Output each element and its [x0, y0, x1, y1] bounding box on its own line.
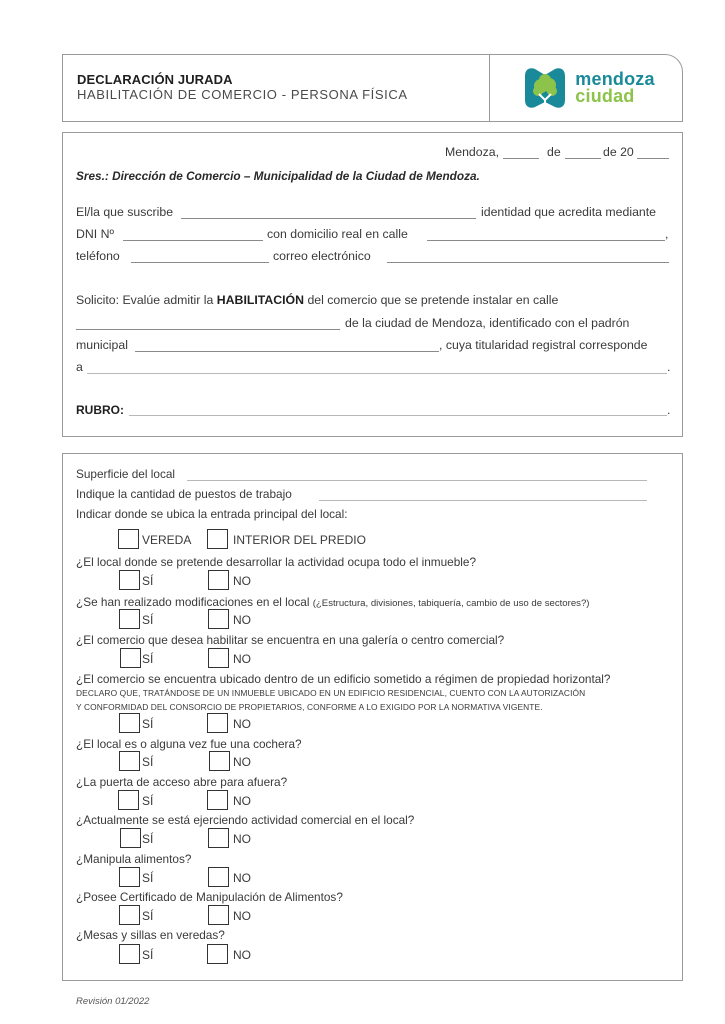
solicito-prefix: Solicito: Evalúe admitir la [76, 293, 214, 307]
titular-period: . [667, 360, 671, 374]
q5-no-checkbox[interactable] [209, 751, 230, 771]
applicant-section [62, 132, 683, 437]
date-day-field[interactable] [503, 158, 539, 159]
form-title: DECLARACIÓN JURADA [77, 72, 233, 87]
q1-yes-label: SÍ [142, 574, 154, 588]
vereda-checkbox[interactable] [118, 529, 139, 549]
form-subtitle: HABILITACIÓN DE COMERCIO - PERSONA FÍSICA [77, 87, 408, 102]
domicilio-comma: , [665, 227, 669, 241]
q9-no-label: NO [233, 909, 251, 923]
suscribe-name-field[interactable] [181, 218, 476, 219]
q3-no-label: NO [233, 652, 251, 666]
solicito-bold: HABILITACIÓN [216, 293, 305, 307]
rubro-field[interactable] [129, 415, 667, 416]
date-de-label-1: de [547, 145, 561, 159]
q7-yes-label: SÍ [142, 832, 154, 846]
question-1: ¿El local donde se pretende desarrollar la actividad ocupa todo el inmueble? [76, 555, 477, 569]
q7-no-checkbox[interactable] [208, 828, 229, 848]
q3-yes-checkbox[interactable] [120, 648, 141, 668]
correo-field[interactable] [387, 262, 669, 263]
q6-no-checkbox[interactable] [207, 790, 228, 810]
padron-municipal-field[interactable] [135, 351, 439, 352]
q9-no-checkbox[interactable] [208, 905, 229, 925]
date-year-field[interactable] [637, 158, 669, 159]
telefono-field[interactable] [131, 262, 269, 263]
q6-yes-checkbox[interactable] [118, 790, 139, 810]
declaration-line-2: Y CONFORMIDAD DEL CONSORCIO DE PROPIETARIOS, CONFORME A LO EXIGIDO POR LA NORMATIVA VIGENTE. [76, 702, 543, 712]
suscribe-label: El/la que suscribe [76, 205, 174, 219]
addressee-line: Sres.: Dirección de Comercio – Municipalidad de la Ciudad de Mendoza. [76, 169, 480, 183]
question-9: ¿Posee Certificado de Manipulación de Alimentos? [76, 890, 343, 904]
revision-label: Revisión 01/2022 [76, 996, 150, 1007]
dni-label: DNI Nº [76, 227, 114, 241]
ciudad-text: de la ciudad de Mendoza, identificado con el padrón [345, 316, 630, 330]
logo-text [575, 71, 654, 105]
question-5: ¿El local es o alguna vez fue una cochera? [76, 737, 302, 751]
entrada-label: Indicar donde se ubica la entrada principal del local: [76, 507, 348, 521]
domicilio-label: con domicilio real en calle [267, 227, 408, 241]
q1-no-label: NO [233, 574, 251, 588]
dni-field[interactable] [123, 240, 263, 241]
q9-yes-checkbox[interactable] [119, 905, 140, 925]
q2-no-label: NO [233, 613, 251, 627]
question-2-note: (¿Estructura, divisiones, tabiquería, cambio de uso de sectores?) [312, 598, 590, 609]
q2-no-checkbox[interactable] [208, 609, 229, 629]
calle-comercio-field[interactable] [76, 329, 340, 330]
municipal-label: municipal [76, 338, 128, 352]
q6-no-label: NO [233, 794, 251, 808]
date-month-field[interactable] [565, 158, 601, 159]
q3-no-checkbox[interactable] [208, 648, 229, 668]
domicilio-field[interactable] [427, 240, 665, 241]
titular-registral-field[interactable] [87, 373, 667, 374]
a-label: a [76, 360, 83, 374]
q4-no-checkbox[interactable] [207, 713, 228, 733]
header-box [62, 54, 683, 122]
q7-yes-checkbox[interactable] [120, 828, 141, 848]
date-city-label: Mendoza, [445, 145, 500, 159]
declaration-line-1: DECLARO QUE, TRATÁNDOSE DE UN INMUEBLE UBICADO EN UN EDIFICIO RESIDENCIAL, CUENTO CON LA AUTORIZACIÓN [76, 688, 586, 698]
q6-yes-label: SÍ [142, 794, 154, 808]
q1-yes-checkbox[interactable] [119, 570, 140, 590]
logo-text-ciudad: ciudad [575, 86, 635, 106]
vereda-label: VEREDA [142, 533, 192, 547]
question-10: ¿Mesas y sillas en veredas? [76, 928, 225, 942]
question-6: ¿La puerta de acceso abre para afuera? [76, 775, 288, 789]
q8-no-checkbox[interactable] [208, 867, 229, 887]
solicito-text [76, 293, 558, 307]
q8-no-label: NO [233, 871, 251, 885]
q7-no-label: NO [233, 832, 251, 846]
header-title-block [63, 55, 490, 121]
q4-yes-checkbox[interactable] [119, 713, 140, 733]
correo-label: correo electrónico [273, 249, 371, 263]
identidad-label: identidad que acredita mediante [481, 205, 657, 219]
question-2-text: ¿Se han realizado modificaciones en el local [76, 595, 310, 609]
q5-yes-checkbox[interactable] [119, 751, 140, 771]
q1-no-checkbox[interactable] [208, 570, 229, 590]
question-4: ¿El comercio se encuentra ubicado dentro de un edificio sometido a régimen de propiedad horizontal? [76, 672, 611, 686]
q2-yes-label: SÍ [142, 613, 154, 627]
q5-yes-label: SÍ [142, 755, 154, 769]
q3-yes-label: SÍ [142, 652, 154, 666]
q10-yes-checkbox[interactable] [119, 944, 140, 964]
rubro-period: . [667, 403, 671, 417]
superficie-field[interactable] [187, 480, 647, 481]
question-7: ¿Actualmente se está ejerciendo actividad comercial en el local? [76, 813, 415, 827]
rubro-label: RUBRO: [76, 403, 124, 417]
mendoza-ciudad-logo [521, 66, 654, 110]
puestos-field[interactable] [319, 500, 647, 501]
q10-yes-label: SÍ [142, 948, 154, 962]
question-8: ¿Manipula alimentos? [76, 852, 192, 866]
q9-yes-label: SÍ [142, 909, 154, 923]
question-3: ¿El comercio que desea habilitar se encuentra en una galería o centro comercial? [76, 633, 505, 647]
solicito-suffix: del comercio que se pretende instalar en calle [307, 293, 559, 307]
q4-no-label: NO [233, 717, 251, 731]
q8-yes-label: SÍ [142, 871, 154, 885]
date-de-label-2: de 20 [603, 145, 634, 159]
q10-no-checkbox[interactable] [207, 944, 228, 964]
logo-text-mendoza: mendoza [575, 69, 655, 89]
superficie-label: Superficie del local [76, 467, 176, 481]
local-details-section [62, 453, 683, 981]
header-logo-block [490, 55, 682, 121]
q4-yes-label: SÍ [142, 717, 154, 731]
telefono-label: teléfono [76, 249, 120, 263]
titularidad-text: , cuya titularidad registral corresponde [439, 338, 648, 352]
q10-no-label: NO [233, 948, 251, 962]
interior-predio-label: INTERIOR DEL PREDIO [233, 533, 366, 547]
question-2 [76, 595, 590, 609]
q5-no-label: NO [233, 755, 251, 769]
q8-yes-checkbox[interactable] [119, 867, 140, 887]
q2-yes-checkbox[interactable] [119, 609, 140, 629]
mendoza-ciudad-logo-icon [521, 66, 569, 110]
interior-predio-checkbox[interactable] [207, 529, 228, 549]
puestos-label: Indique la cantidad de puestos de trabajo [76, 487, 292, 501]
